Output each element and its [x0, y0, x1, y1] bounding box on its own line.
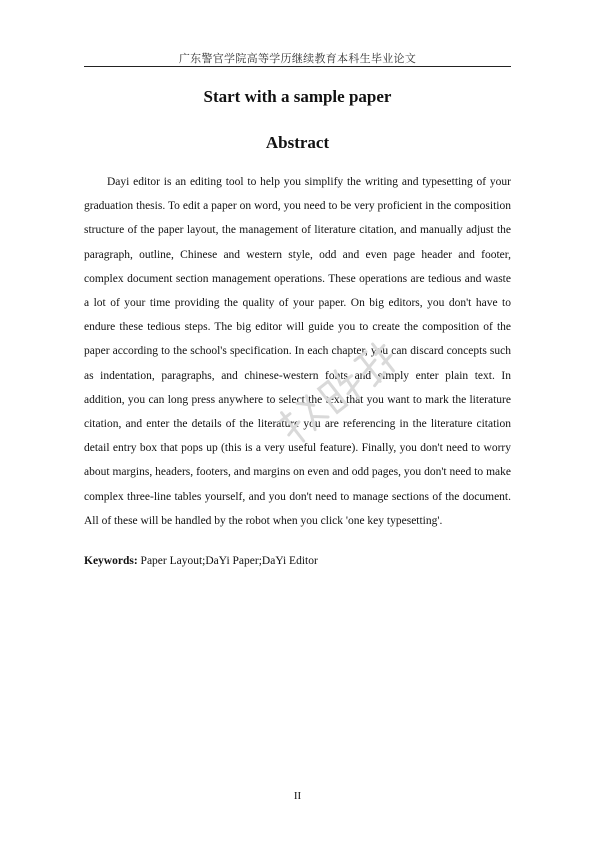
keywords-line [84, 552, 511, 570]
paper-title: Start with a sample paper [203, 87, 392, 106]
running-header: 广东警官学院高等学历继续教育本科生毕业论文 [178, 52, 417, 65]
abstract-heading: Abstract [265, 133, 330, 152]
header-rule [84, 66, 511, 67]
abstract-body: Dayi editor is an editing tool to help you simplify the writing and typesetting of your graduation thesis. To edit a paper on word, you need to be very proficient in the composition structure of the paper layout, the management of literature citation, and manually adjust the paragraph, outline, Chinese and western style, odd and even page header and footer, complex document section management operations. These operations are tedious and waste a lot of your time providing the quality of your paper. On big editors, you don't have to endure these tedious steps. The big editor will guide you to create the composition of the paper according to the school's specification. In each chapter, you can discard concepts such as indentation, paragraphs, and chinese-western fonts and simply enter plain text. In addition, you can long press anywhere to select the text that you want to mark the literature citation, and enter the details of the literature you are referencing in the literature citation detail entry box that pops up (this is a very useful feature). Finally, you don't need to worry about margins, headers, footers, and margins on even and odd pages, you don't need to make complex three-line tables yourself, and you don't need to manage sections of the document. All of these will be handled by the robot when you click 'one key typesetting'. [84, 176, 511, 527]
page-number: II [293, 790, 302, 802]
keywords-value: Paper Layout;DaYi Paper;DaYi Editor [140, 555, 318, 567]
keywords-label: Keywords: [84, 555, 138, 567]
